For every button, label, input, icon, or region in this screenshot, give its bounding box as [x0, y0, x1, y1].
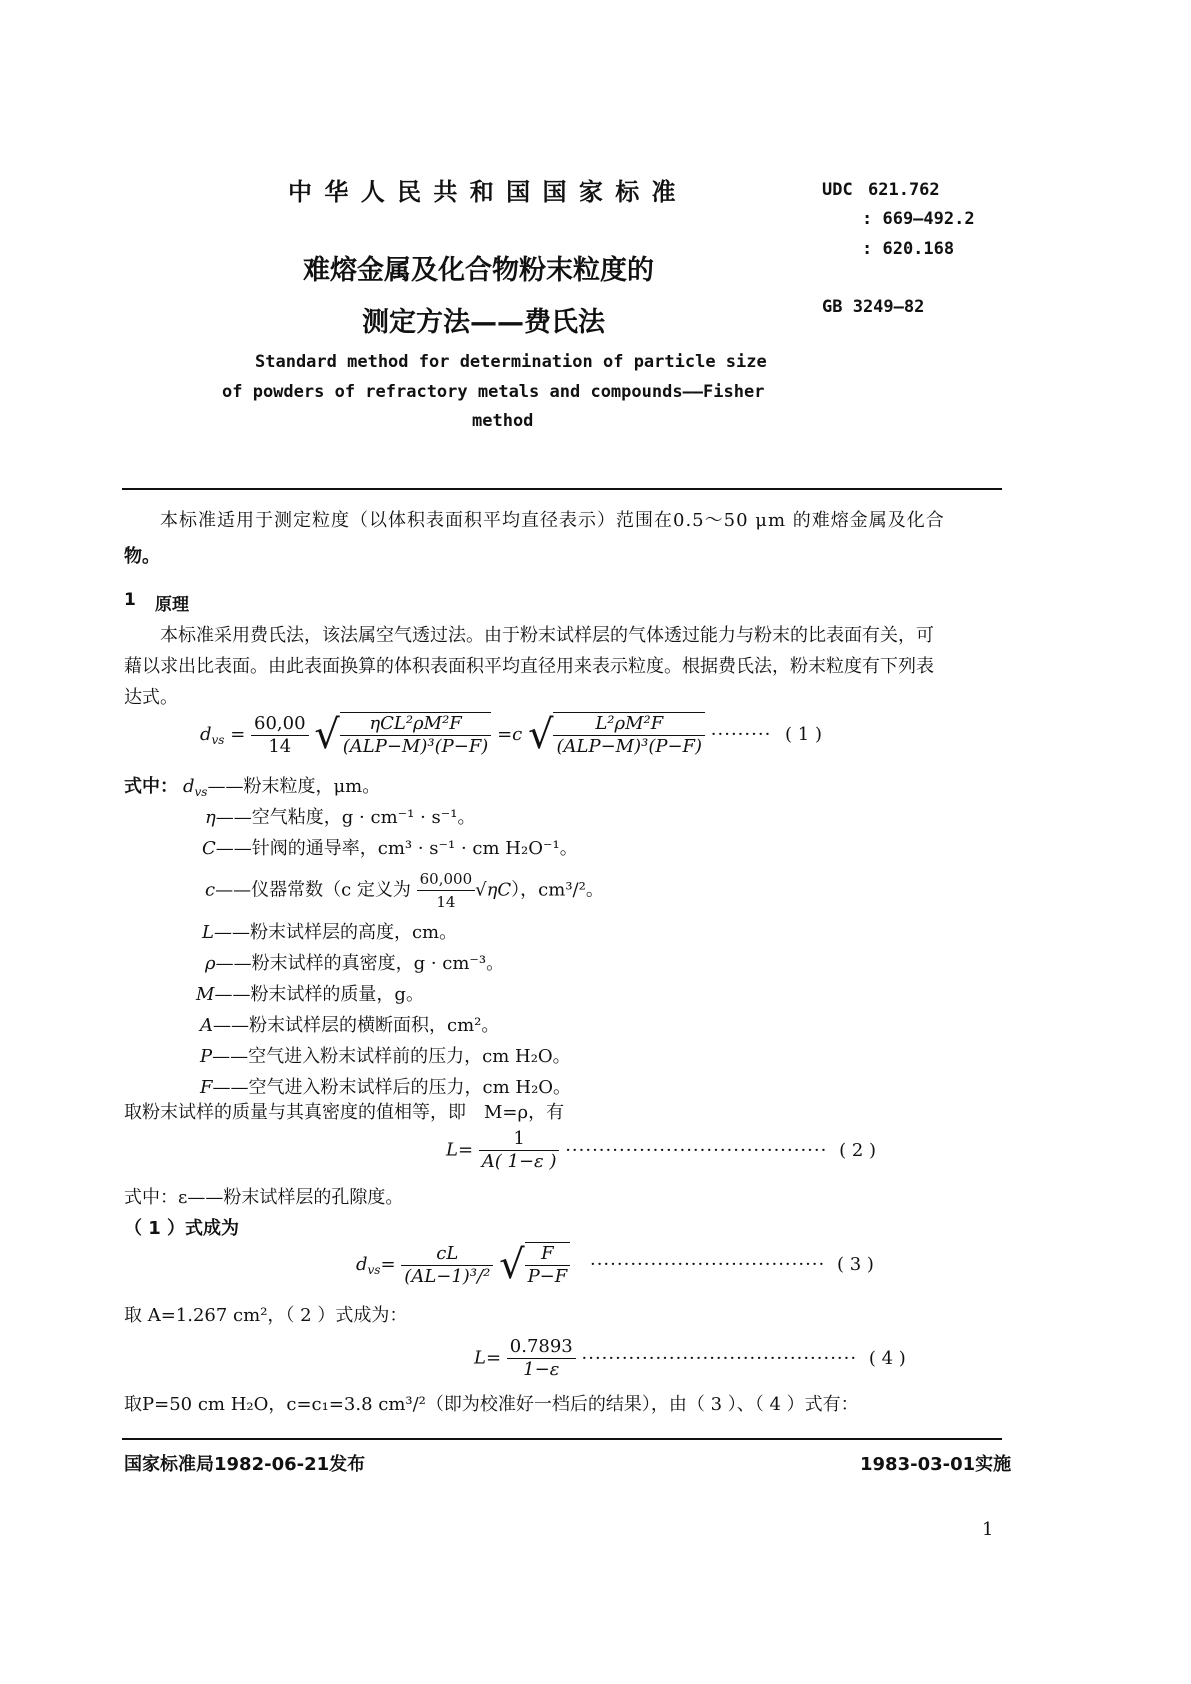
- eq4-lhs: L=: [474, 1347, 502, 1369]
- where-epsilon: 式中：ε——粉末试样层的孔隙度。: [124, 1187, 404, 1208]
- udc-code-2: : 669—492.2: [862, 209, 975, 229]
- eq1-frac-den: 14: [268, 735, 292, 757]
- c-frac-num: 60,000: [417, 868, 476, 891]
- section-para-line2: 藉以求出比表面。由此表面换算的体积表面积平均直径用来表示粒度。根据费氏法，粉末粒度有下列表: [124, 656, 934, 677]
- equation-4: [474, 1336, 906, 1381]
- eq3-radical: √ $\frac{F}{P-F}$: [499, 1242, 570, 1288]
- eq1-label: ( 1 ): [785, 724, 822, 745]
- def-L: L——粉末试样层的高度，cm。: [202, 922, 458, 943]
- intro-line2: 物。: [124, 546, 160, 567]
- def-A: A——粉末试样层的横断面积，cm²。: [200, 1015, 500, 1036]
- effective-date: 1983-03-01实施: [860, 1454, 1012, 1475]
- where-intro: 式中：: [124, 776, 178, 797]
- eq1-radical-2: √ $\frac{\text{L²ρM²F}}{\text{(ALP−M)³(P−F)}}$: [528, 712, 705, 758]
- eq1-rad2-num: L²ρM²F: [553, 713, 705, 736]
- intro-line1: 本标准适用于测定粒度（以体积表面积平均直径表示）范围在0.5～50 μm 的难熔金属及化合: [160, 510, 945, 531]
- eq3-rad-den: P−F: [527, 1266, 568, 1287]
- title-en-line2: of powders of refractory metals and compounds——Fisher: [222, 382, 765, 402]
- eq1-frac-num: 60,00: [251, 713, 309, 736]
- title-cn-line1: 难熔金属及化合物粉末粒度的: [303, 255, 654, 286]
- header-divider: [122, 488, 1002, 490]
- section-number: 1: [124, 590, 136, 610]
- section-para-line1: 本标准采用费氏法，该法属空气透过法。由于粉末试样层的气体透过能力与粉末的比表面有关，可: [160, 625, 934, 646]
- eq1-leader-dots: ·········: [710, 724, 772, 745]
- section-title: 原理: [155, 595, 189, 615]
- eq3-den: (AL−1)³/²: [404, 1265, 491, 1287]
- page-number: 1: [982, 1519, 994, 1540]
- eq1-fraction: [251, 713, 309, 758]
- def-c: c——仪器常数（c 定义为 $\frac{60,000}{14}$ √ηC），cm³/²。: [205, 870, 604, 911]
- udc-code-3: : 620.168: [862, 239, 955, 259]
- eq3-rad-num: F: [525, 1243, 571, 1266]
- section-para-line3: 达式。: [124, 687, 178, 708]
- eq1-becomes: （ 1 ）式成为: [124, 1218, 240, 1239]
- equation-3: $d_{vs}=$ $\frac{cL}{\text{(AL−1)³/²}}$ √ $\frac{F}{P-F}$ ··································· ( 3 ): [356, 1242, 874, 1288]
- eq2-label: ( 2 ): [839, 1139, 877, 1161]
- eq1-radical-1: √ $\frac{\text{ηCL²ρM²F}}{\text{(ALP−M)³(P−F)}}$: [314, 712, 491, 758]
- udc-label: UDC: [822, 180, 853, 200]
- eq3-lhs: d: [356, 1254, 368, 1275]
- def-rho: ρ——粉末试样的真密度，g · cm⁻³。: [205, 953, 505, 974]
- title-en-line1: Standard method for determination of particle size: [255, 352, 767, 372]
- eq1-lhs-sub: vs: [211, 733, 225, 747]
- def-dvs: $d_{vs}——$粉末粒度，μm。: [183, 776, 381, 799]
- standard-org-title: 中 华 人 民 共 和 国 国 家 标 准: [288, 178, 678, 206]
- take-P-line: 取P=50 cm H₂O，c=c₁=3.8 cm³/²（即为校准好一档后的结果），由（ 3 ）、（ 4 ）式有：: [124, 1394, 859, 1415]
- take-A-line: 取 A=1.267 cm²，（ 2 ）式成为：: [124, 1305, 408, 1326]
- eq3-leader-dots: ···································: [589, 1254, 826, 1275]
- def-M: M——粉末试样的质量，g。: [196, 984, 424, 1005]
- c-root: √ηC: [475, 879, 512, 901]
- eq2-den: A( 1−ε ): [481, 1151, 557, 1172]
- eq2-lhs: L=: [446, 1139, 474, 1161]
- eq4-label: ( 4 ): [868, 1347, 906, 1369]
- equation-2: [446, 1128, 876, 1173]
- title-en-line3: method: [472, 411, 534, 431]
- c-frac-den: 14: [436, 893, 456, 911]
- def-eta: η——空气粘度，g · cm⁻¹ · s⁻¹。: [205, 807, 476, 828]
- eq1-rad1-num: ηCL²ρM²F: [340, 713, 492, 736]
- eq3-num: cL: [401, 1243, 493, 1266]
- title-cn-line2: 测定方法——费氏法: [362, 307, 605, 338]
- mass-density-line: 取粉末试样的质量与其真密度的值相等，即 M=ρ，有: [124, 1102, 565, 1123]
- def-C: C——针阀的通导率，cm³ · s⁻¹ · cm H₂O⁻¹。: [202, 838, 578, 859]
- eq2-num: 1: [479, 1128, 560, 1151]
- eq3-label: ( 3 ): [836, 1254, 874, 1275]
- footer-divider: [122, 1438, 1002, 1440]
- equation-1: $d_{vs}$ = $\frac{60,00}{14}$ √ $\frac{\text{ηCL²ρM²F}}{\text{(ALP−M)³(P−F)}}$ =c √ $\frac{\text{L²ρM²F}}{\text{(ALP−M)³(P−F)}}$ ········· ( 1 ): [200, 712, 822, 758]
- eq1-rad2-den: (ALP−M)³(P−F): [556, 736, 703, 757]
- def-F: F——空气进入粉末试样后的压力，cm H₂O。: [200, 1077, 572, 1098]
- eq1-equals-c: =c: [497, 724, 523, 745]
- eq1-lhs: d: [200, 724, 212, 745]
- eq4-num: 0.7893: [507, 1336, 576, 1359]
- gb-code: GB 3249—82: [822, 297, 925, 317]
- eq2-leader-dots: ·······································: [565, 1139, 828, 1161]
- issue-date: 国家标准局1982-06-21发布: [124, 1454, 366, 1475]
- eq1-rad1-den: (ALP−M)³(P−F): [342, 736, 489, 757]
- def-P: P——空气进入粉末试样前的压力，cm H₂O。: [200, 1046, 571, 1067]
- eq4-leader-dots: ·········································: [581, 1347, 858, 1369]
- udc-code-1: 621.762: [868, 180, 940, 200]
- eq4-den: 1−ε: [523, 1359, 560, 1380]
